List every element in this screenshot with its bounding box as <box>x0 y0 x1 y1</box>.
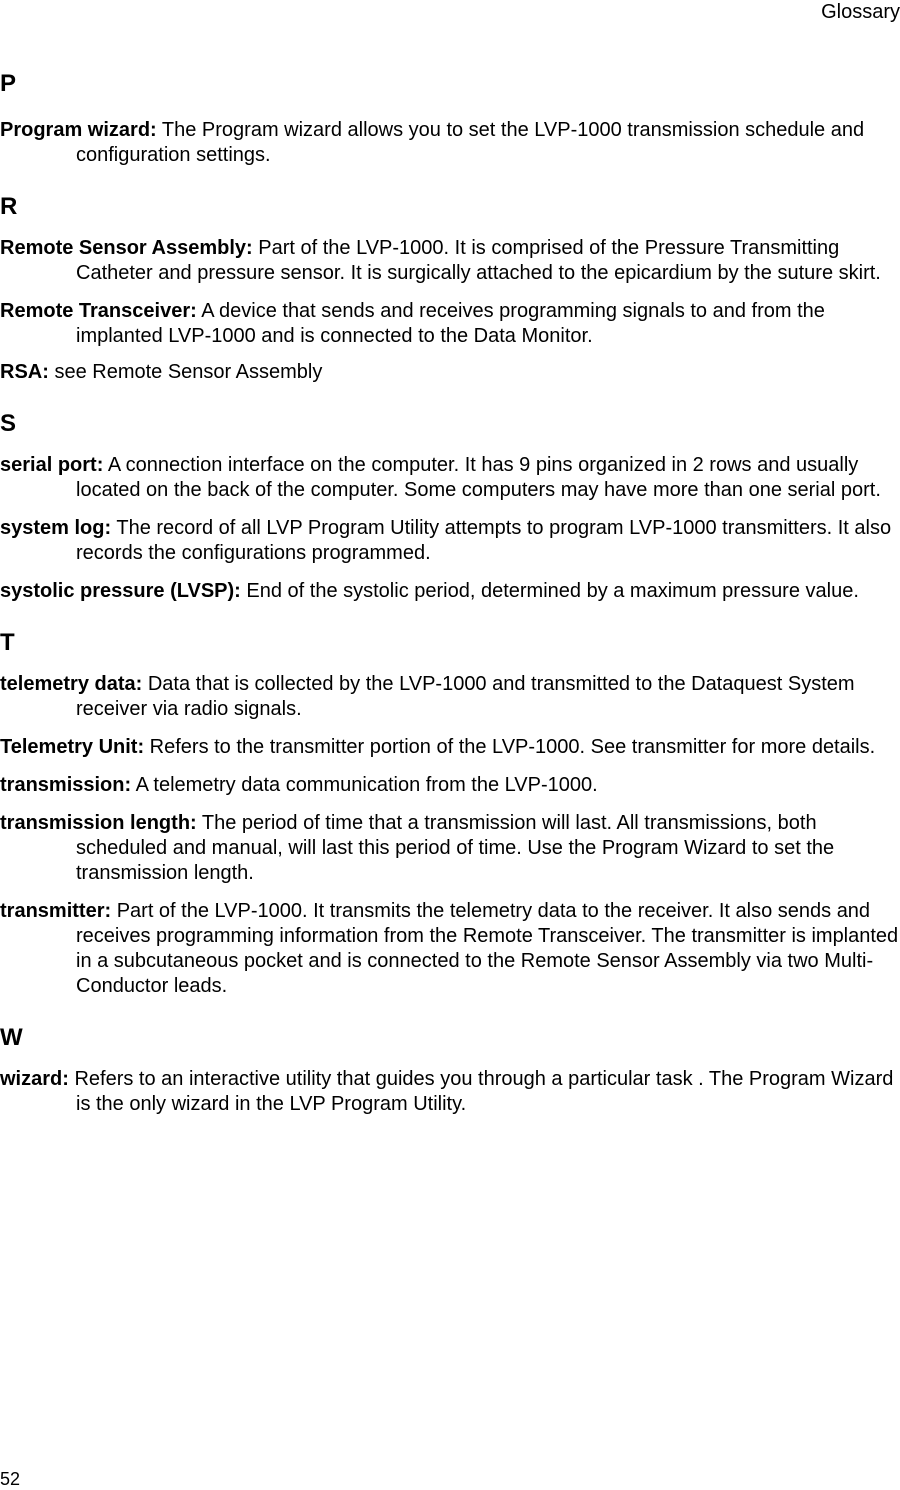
section-letter-s: S <box>0 410 17 437</box>
glossary-term: Remote Sensor Assembly: <box>0 237 253 259</box>
glossary-entry <box>0 1067 900 1117</box>
glossary-definition: End of the systolic period, determined by a maximum pressure value. <box>240 580 859 602</box>
glossary-entry <box>0 236 900 286</box>
glossary-definition: Refers to the transmitter portion of the LVP-1000. See transmitter for more details. <box>144 736 876 758</box>
glossary-entry <box>0 118 900 168</box>
glossary-content <box>0 70 900 1117</box>
glossary-definition: The record of all LVP Program Utility attempts to program LVP-1000 transmitters. It also records the configurations programmed. <box>76 517 892 564</box>
section-letter-p: P <box>0 70 17 97</box>
page-number: 52 <box>0 1469 21 1489</box>
glossary-entry <box>0 899 900 999</box>
glossary-term: Program wizard: <box>0 119 157 141</box>
glossary-definition: see Remote Sensor Assembly <box>48 361 323 383</box>
glossary-term: systolic pressure (LVSP): <box>0 580 241 602</box>
glossary-definition: Refers to an interactive utility that guides you through a particular task . The Program Wizard is the only wizard in the LVP Program Utility. <box>68 1068 894 1115</box>
glossary-term: transmitter: <box>0 900 112 922</box>
glossary-definition: The period of time that a transmission will last. All transmissions, both scheduled and manual, will last this period of time. Use the Program Wizard to set the transmission length. <box>76 812 835 884</box>
glossary-definition: A telemetry data communication from the LVP-1000. <box>131 774 598 796</box>
glossary-term: RSA: <box>0 361 49 383</box>
glossary-entry <box>0 453 900 503</box>
glossary-entry <box>0 360 900 385</box>
glossary-definition: Data that is collected by the LVP-1000 and transmitted to the Dataquest System receiver via radio signals. <box>76 673 855 720</box>
glossary-entry <box>0 672 900 722</box>
section-letter-r: R <box>0 193 18 220</box>
glossary-definition: A connection interface on the computer. It has 9 pins organized in 2 rows and usually located on the back of the computer. Some computers may have more than one serial port. <box>76 454 881 501</box>
glossary-definition: Part of the LVP-1000. It is comprised of the Pressure Transmitting Catheter and pressure sensor. It is surgically attached to the epicardium by the suture skirt. <box>76 237 881 284</box>
glossary-term: Remote Transceiver: <box>0 300 197 322</box>
page-header: Glossary <box>821 1 900 23</box>
section-letter-w: W <box>0 1024 23 1051</box>
glossary-term: transmission: <box>0 774 132 796</box>
glossary-definition: A device that sends and receives programming signals to and from the implanted LVP-1000 and is connected to the Data Monitor. <box>76 300 825 347</box>
glossary-term: system log: <box>0 517 112 539</box>
glossary-entry <box>0 811 900 886</box>
glossary-term: Telemetry Unit: <box>0 736 145 758</box>
glossary-term: transmission length: <box>0 812 197 834</box>
glossary-term: wizard: <box>0 1068 69 1090</box>
glossary-term: serial port: <box>0 454 104 476</box>
section-letter-t: T <box>0 629 15 656</box>
glossary-entry <box>0 579 900 604</box>
glossary-entry <box>0 735 900 760</box>
glossary-entry <box>0 516 900 566</box>
glossary-definition: The Program wizard allows you to set the LVP-1000 transmission schedule and configuration settings. <box>76 119 865 166</box>
glossary-term: telemetry data: <box>0 673 143 695</box>
glossary-entry <box>0 299 900 349</box>
glossary-entry <box>0 773 900 798</box>
glossary-definition: Part of the LVP-1000. It transmits the telemetry data to the receiver. It also sends and receives programming information from the Remote Transceiver. The transmitter is implanted in a subcutaneous pocket and is connected to the Remote Sensor Assembly via two Multi-Conductor leads. <box>76 900 899 997</box>
